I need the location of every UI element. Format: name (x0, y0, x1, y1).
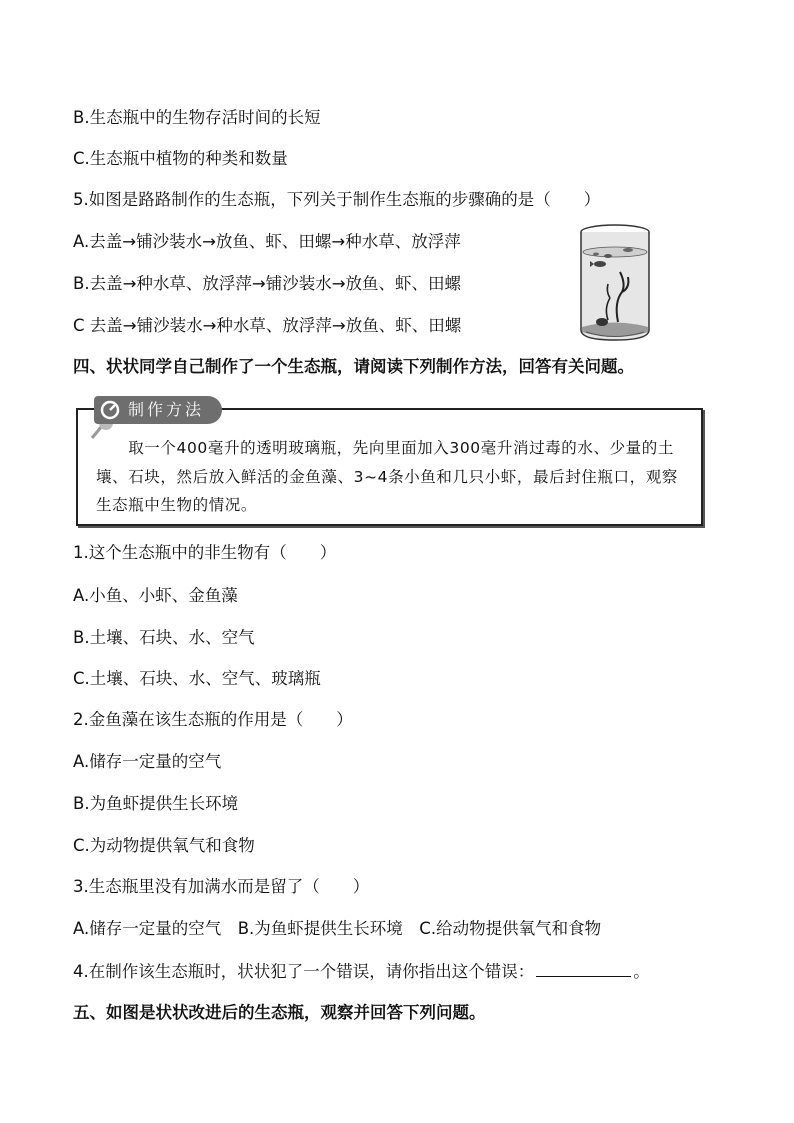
s4-question-2-option-c: C.为动物提供氧气和食物 (73, 836, 255, 855)
question-5-option-b: B.去盖→种水草、放浮萍→铺沙装水→放鱼、虾、田螺 (73, 274, 462, 293)
s4-question-1-option-c: C.土壤、石块、水、空气、玻璃瓶 (73, 669, 321, 688)
method-box (76, 408, 703, 526)
line-option-b: B.生态瓶中的生物存活时间的长短 (73, 108, 321, 127)
s4-question-1-option-a: A.小鱼、小虾、金鱼藻 (73, 586, 238, 605)
ecological-bottle-icon (578, 222, 652, 344)
s4-question-3: 3.生态瓶里没有加满水而是留了（ ） (73, 877, 370, 896)
question-5-option-a: A.去盖→铺沙装水→放鱼、虾、田螺→种水草、放浮萍 (73, 232, 461, 251)
section-5-heading: 五、如图是状状改进后的生态瓶，观察并回答下列问题。 (73, 1003, 486, 1022)
s4-question-4-end: 。 (633, 962, 650, 981)
answer-blank[interactable] (536, 960, 631, 977)
method-tag-label: 制作方法 (128, 400, 205, 419)
s4-question-4-text: 4.在制作该生态瓶时，状状犯了一个错误，请你指出这个错误： (73, 962, 535, 981)
tag-icon (100, 400, 120, 420)
section-4-heading: 四、状状同学自己制作了一个生态瓶，请阅读下列制作方法，回答有关问题。 (73, 357, 634, 376)
question-5-option-c: C 去盖→铺沙装水→种水草、放浮萍→放鱼、虾、田螺 (73, 316, 462, 335)
line-option-c: C.生态瓶中植物的种类和数量 (73, 149, 288, 168)
s4-question-1-option-b: B.土壤、石块、水、空气 (73, 628, 255, 647)
s4-question-3-options: A.储存一定量的空气 B.为鱼虾提供生长环境 C.给动物提供氧气和食物 (73, 919, 602, 938)
s4-question-2: 2.金鱼藻在该生态瓶的作用是（ ） (73, 710, 353, 729)
question-5: 5.如图是路路制作的生态瓶，下列关于制作生态瓶的步骤确的是（ ） (73, 190, 601, 209)
s4-question-4 (73, 960, 650, 983)
method-tag (94, 396, 222, 424)
s4-question-2-option-b: B.为鱼虾提供生长环境 (73, 794, 239, 813)
method-text: 取一个400毫升的透明玻璃瓶，先向里面加入300毫升消过毒的水、少量的土壤、石块，然后放入鲜活的金鱼藻、3~4条小鱼和几只小虾，最后封住瓶口，观察生态瓶中生物的情况。 (96, 439, 678, 514)
s4-question-2-option-a: A.储存一定量的空气 (73, 752, 222, 771)
s4-question-1: 1.这个生态瓶中的非生物有（ ） (73, 543, 337, 562)
